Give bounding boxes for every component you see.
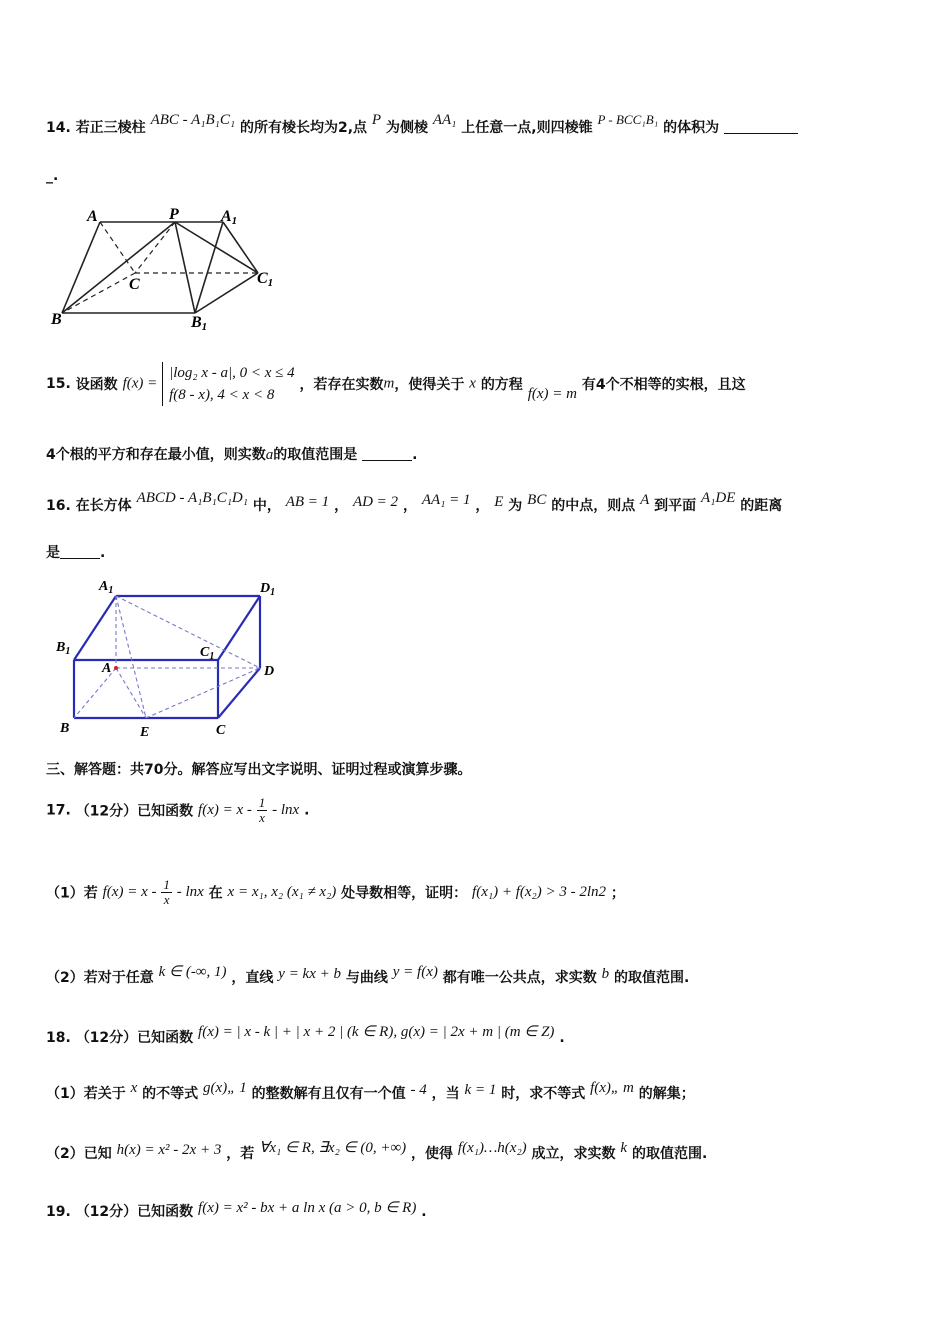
- label-A1: A1: [221, 208, 238, 227]
- q14-number: 14.: [46, 120, 71, 136]
- label-C: C: [216, 723, 226, 738]
- q17-number: 17.: [46, 802, 71, 819]
- answer-blank: [362, 448, 412, 461]
- answer-blank: [724, 121, 798, 134]
- q15-line1: 15. 设函数 f(x) = |log₂ x - a|, 0 < x ≤ 4 f(8 - x), 4 < x < 8 ，若存在实数m，使得关于 x 的方程 f(x) = m 有4个不相等的实根，且这: [46, 362, 746, 406]
- answer-blank: [60, 546, 100, 559]
- q17-line1: 17. （12分）已知函数 f(x) = x - $\frac{1}{x}$ - lnx .: [46, 795, 310, 825]
- label-B1: $B_1$: [56, 640, 71, 657]
- label-D: D: [264, 664, 275, 679]
- q17-part1: （1）若 f(x) = x - $\frac{1}{x}$ - lnx 在 x = x₁, x₂ (x₁ ≠ x₂) 处导数相等，证明： f(x₁) + f(x₂) > 3 - 2ln2 ；: [46, 877, 625, 907]
- q18-part2: （2）已知 h(x) = x² - 2x + 3 ，若 ∀x₁ ∈ R, ∃x₂ ∈ (0, +∞) ，使得 f(x₁)…h(x₂) 成立，求实数 k 的取值范围.: [46, 1140, 708, 1162]
- q18-number: 18.: [46, 1030, 71, 1046]
- label-A: A: [102, 661, 112, 676]
- q18-part1: （1）若关于 x 的不等式 g(x)„ 1 的整数解有且仅有一个值 - 4 ，当 k = 1 时，求不等式 f(x)„ m 的解集；: [46, 1080, 695, 1102]
- fraction: $\frac{1}{x}$: [258, 795, 266, 825]
- q17-part2: （2）若对于任意 k ∈ (-∞, 1) ，直线 y = kx + b 与曲线 y = f(x) 都有唯一公共点，求实数 b 的取值范围.: [46, 964, 690, 986]
- q16-line2: 是 .: [46, 545, 106, 561]
- prism-figure: [45, 205, 285, 330]
- q18-line1: 18. （12分）已知函数 f(x) = | x - k | + | x + 2 | (k ∈ R), g(x) = | 2x + m | (m ∈ Z) .: [46, 1024, 565, 1046]
- q14-line1: 14. 若正三棱柱 ABC - A₁B₁C₁ 的所有棱长均为2,点 P 为侧棱 AA₁ 上任意一点,则四棱锥 P - BCC₁B₁ 的体积为: [46, 112, 798, 137]
- q15-line2: 4个根的平方和存在最小值，则实数a的取值范围是 .: [46, 447, 418, 463]
- label-B: B: [60, 721, 70, 736]
- label-D1: $D_1$: [260, 581, 276, 598]
- label-C1: C1: [257, 270, 274, 289]
- prism-name: ABC - A₁B₁C₁: [150, 112, 236, 128]
- box-figure: [50, 578, 290, 738]
- label-P: P: [169, 206, 179, 223]
- q19-number: 19.: [46, 1204, 71, 1220]
- label-C1: $C_1$: [200, 645, 215, 662]
- q14-line2: _.: [46, 168, 59, 184]
- q19-line1: 19. （12分）已知函数 f(x) = x² - bx + a ln x (a > 0, b ∈ R) .: [46, 1200, 427, 1220]
- label-A: A: [87, 208, 98, 225]
- label-A1: $A_1$: [99, 579, 114, 596]
- label-C: C: [129, 276, 140, 293]
- q16-line1: 16. 在长方体 ABCD - A₁B₁C₁D₁ 中， AB = 1 ， AD = 2 ， AA₁ = 1 ， E 为 BC 的中点，则点 A 到平面 A₁DE 的距离: [46, 490, 783, 514]
- section-heading: 三、解答题：共70分。解答应写出文字说明、证明过程或演算步骤。: [46, 762, 472, 778]
- label-E: E: [140, 725, 150, 738]
- q15-number: 15.: [46, 376, 71, 392]
- label-B1: B1: [191, 314, 208, 330]
- q16-number: 16.: [46, 498, 71, 514]
- fraction: $\frac{1}{x}$: [163, 877, 170, 907]
- label-B: B: [51, 311, 62, 328]
- piecewise-function: |log₂ x - a|, 0 < x ≤ 4 f(8 - x), 4 < x < 8: [162, 362, 295, 406]
